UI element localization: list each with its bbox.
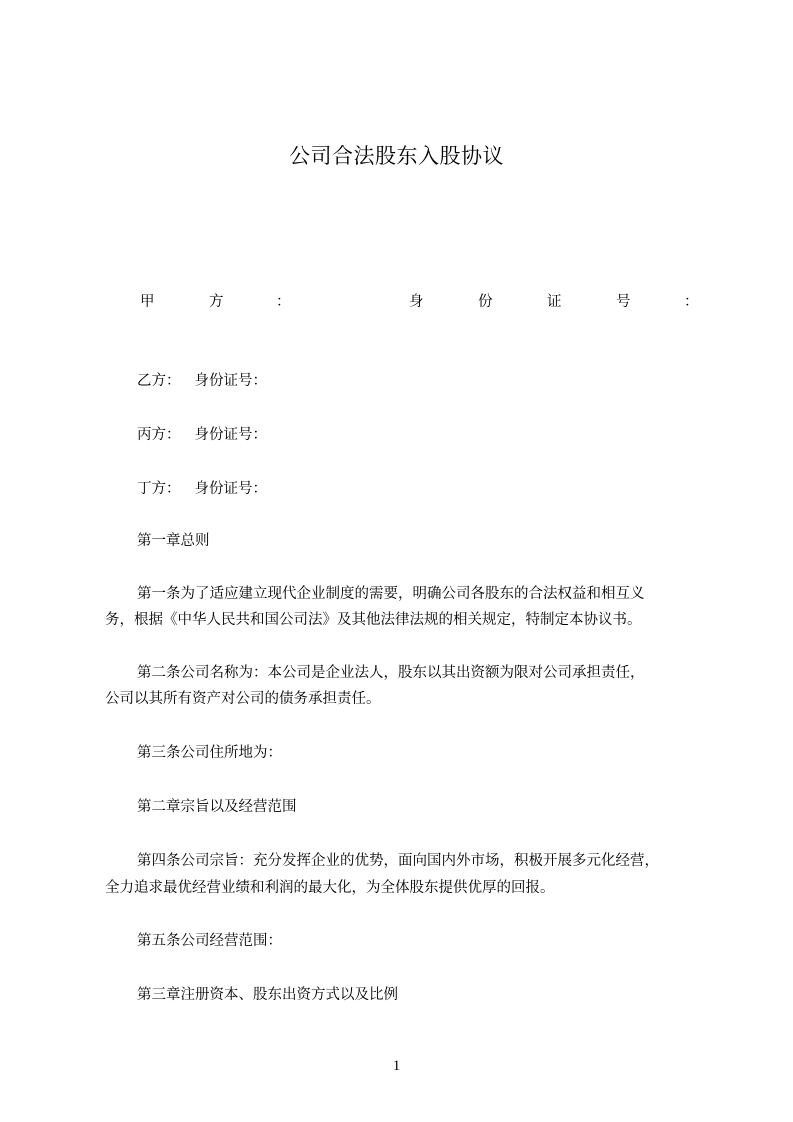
party-a-char: ： — [276, 294, 291, 310]
article-2-line-1: 第二条公司名称为：本公司是企业法人，股东以其出资额为限对公司承担责任， — [137, 665, 645, 681]
article-1-line-2: 务，根据《中华人民共和国公司法》及其他法律法规的相关规定，特制定本协议书。 — [105, 612, 642, 628]
party-c-id-label: 身份证号： — [194, 427, 267, 443]
party-a-char: 号 — [616, 294, 631, 310]
party-a-char: 身 — [409, 294, 424, 310]
party-a-char: 证 — [547, 294, 562, 310]
document-title: 公司合法股东入股协议 — [289, 144, 504, 168]
party-d-line — [105, 478, 695, 500]
party-a-char: 甲 — [140, 294, 155, 310]
party-d-label: 丁方： — [137, 481, 181, 497]
party-a-line — [0, 291, 793, 313]
party-a-char: 份 — [478, 294, 493, 310]
article-3: 第三条公司住所地为： — [137, 745, 282, 761]
article-4-line-2: 全力追求最优经营业绩和利润的最大化，为全体股东提供优厚的回报。 — [105, 880, 555, 896]
party-b-line — [105, 370, 695, 392]
article-2-line-2: 公司以其所有资产对公司的债务承担责任。 — [105, 691, 381, 707]
party-a-char: 方 — [209, 294, 224, 310]
chapter-3-heading: 第三章注册资本、股东出资方式以及比例 — [137, 987, 398, 1003]
chapter-1-heading: 第一章总则 — [137, 533, 210, 549]
party-c-line — [105, 424, 695, 446]
article-1-line-1: 第一条为了适应建立现代企业制度的需要，明确公司各股东的合法权益和相互义 — [137, 586, 645, 602]
party-b-id-label: 身份证号： — [194, 373, 267, 389]
page-number: 1 — [392, 1058, 401, 1074]
article-4-line-1: 第四条公司宗旨：充分发挥企业的优势，面向国内外市场，积极开展多元化经营， — [137, 853, 659, 869]
article-5: 第五条公司经营范围： — [137, 933, 282, 949]
party-d-id-label: 身份证号： — [194, 481, 267, 497]
party-a-char: ： — [684, 294, 699, 310]
party-b-label: 乙方： — [137, 373, 181, 389]
party-c-label: 丙方： — [137, 427, 181, 443]
chapter-2-heading: 第二章宗旨以及经营范围 — [137, 799, 297, 815]
